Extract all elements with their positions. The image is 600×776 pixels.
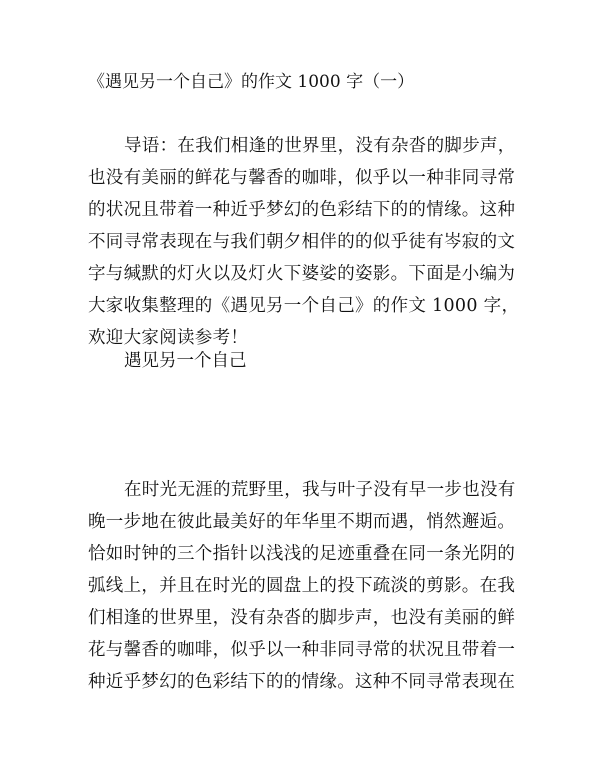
intro-line: 字与缄默的灯火以及灯火下婆娑的姿影。下面是小编为 (88, 264, 516, 284)
section-heading: 遇见另一个自己 (124, 351, 247, 371)
intro-line: 导语：在我们相逢的世界里，没有杂沓的脚步声， (124, 136, 516, 156)
body-line: 种近乎梦幻的色彩结下的的情缘。这种不同寻常表现在 (88, 672, 516, 692)
body-paragraph (88, 474, 518, 698)
body-line: 们相逢的世界里，没有杂沓的脚步声，也没有美丽的鲜 (88, 608, 516, 628)
intro-line: 大家收集整理的《遇见另一个自己》的作文 1000 字， (88, 296, 520, 316)
body-line: 弧线上，并且在时光的圆盘上的投下疏淡的剪影。在我 (88, 576, 516, 596)
intro-line: 也没有美丽的鲜花与馨香的咖啡，似乎以一种非同寻常 (88, 168, 516, 188)
body-line: 在时光无涯的荒野里，我与叶子没有早一步也没有 (124, 480, 516, 500)
intro-paragraph (88, 130, 518, 354)
intro-line: 欢迎大家阅读参考！ (88, 328, 249, 348)
intro-line: 不同寻常表现在与我们朝夕相伴的的似乎徒有岑寂的文 (88, 232, 516, 252)
intro-line: 的状况且带着一种近乎梦幻的色彩结下的的情缘。这种 (88, 200, 516, 220)
body-line: 晚一步地在彼此最美好的年华里不期而遇，悄然邂逅。 (88, 512, 516, 532)
document-title: 《遇见另一个自己》的作文 1000 字（一） (88, 72, 415, 92)
body-line: 恰如时钟的三个指针以浅浅的足迹重叠在同一条光阴的 (88, 544, 516, 564)
body-line: 花与馨香的咖啡，似乎以一种非同寻常的状况且带着一 (88, 640, 516, 660)
